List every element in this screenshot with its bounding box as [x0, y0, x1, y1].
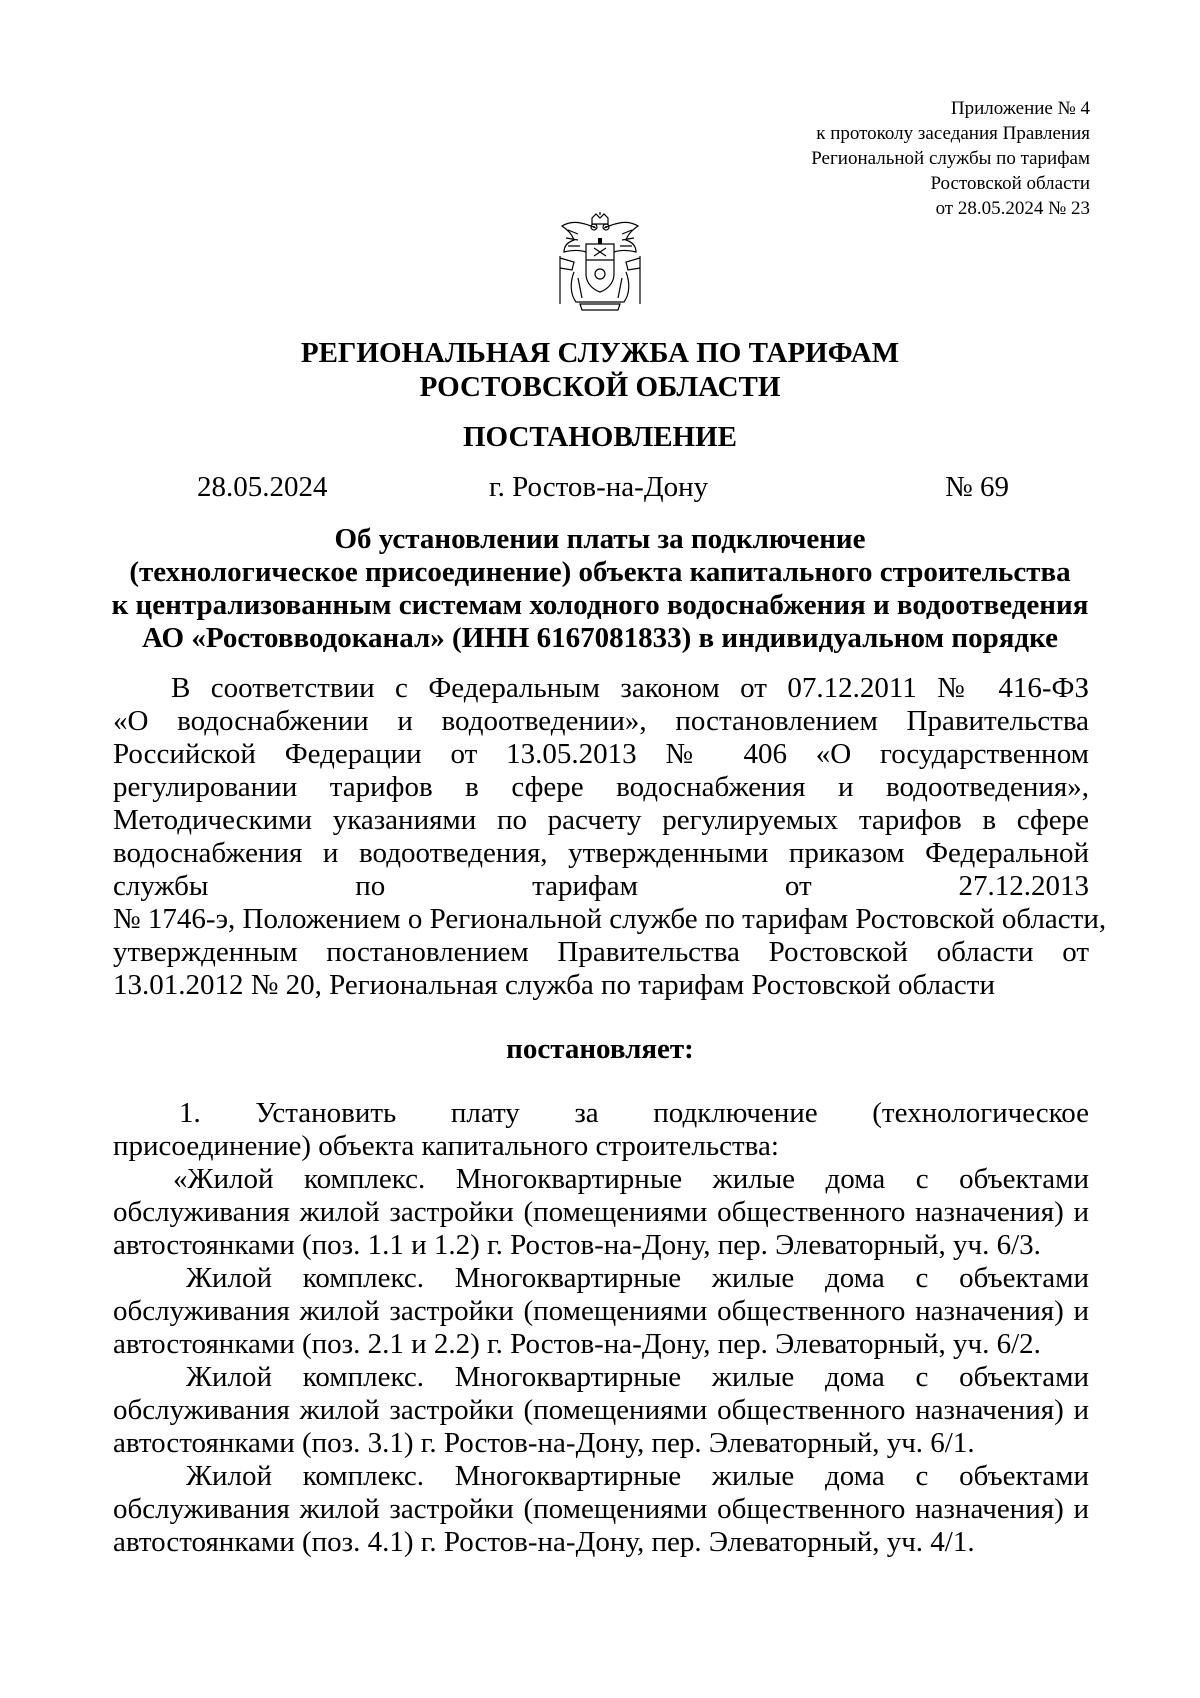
- title-line: АО «Ростовводоканал» (ИНН 6167081833) в индивидуальном порядке: [142, 622, 1058, 654]
- item-line: Жилой комплекс. Многоквартирные жилые дома с объектами: [186, 1262, 1089, 1294]
- attachment-note: [811, 96, 1090, 221]
- item-line: 1. Установить плату за подключение (технологическое: [179, 1097, 1089, 1129]
- preamble-line: утвержденным постановлением Правительства Ростовской области от: [113, 936, 1089, 968]
- preamble-line: регулировании тарифов в сфере водоснабжения и водоотведения»,: [113, 771, 1089, 803]
- title-line: (технологическое присоединение) объекта капитального строительства: [129, 556, 1071, 588]
- preamble-paragraph: [113, 672, 1107, 1002]
- preamble-line: В соответствии с Федеральным законом от 07.12.2011 № 416-ФЗ: [171, 672, 1089, 704]
- item-line: обслуживания жилой застройки (помещениями общественного назначения) и: [113, 1394, 1089, 1426]
- attachment-line: Региональной службы по тарифам: [811, 148, 1090, 169]
- preamble-line: водоснабжения и водоотведения, утвержденными приказом Федеральной: [113, 837, 1089, 869]
- preamble-line: службы по тарифам от 27.12.2013: [113, 870, 1089, 902]
- document-type: ПОСТАНОВЛЕНИЕ: [462, 421, 737, 453]
- organization-name: [0, 336, 1200, 404]
- item-line: Жилой комплекс. Многоквартирные жилые дома с объектами: [186, 1361, 1089, 1393]
- item-line: «Жилой комплекс. Многоквартирные жилые дома с объектами: [173, 1163, 1089, 1195]
- item-line: автостоянками (поз. 1.1 и 1.2) г. Ростов-на-Дону, пер. Элеваторный, уч. 6/3.: [113, 1229, 1041, 1261]
- preamble-line: Методическими указаниями по расчету регулируемых тарифов в сфере: [113, 804, 1089, 836]
- document-number: № 69: [945, 471, 1009, 503]
- preamble-line: «О водоснабжении и водоотведении», постановлением Правительства: [113, 705, 1089, 737]
- document-date: 28.05.2024: [197, 471, 328, 503]
- preamble-line: 13.01.2012 № 20, Региональная служба по тарифам Ростовской области: [113, 969, 995, 1001]
- title-line: к централизованным системам холодного водоснабжения и водоотведения: [111, 589, 1089, 621]
- item-line: Жилой комплекс. Многоквартирные жилые дома с объектами: [186, 1460, 1089, 1492]
- document-title: [100, 523, 1100, 655]
- decides-heading: постановляет:: [506, 1033, 694, 1065]
- item-line: автостоянками (поз. 2.1 и 2.2) г. Ростов-на-Дону, пер. Элеваторный, уч. 6/2.: [113, 1328, 1041, 1360]
- item-line: обслуживания жилой застройки (помещениями общественного назначения) и: [113, 1493, 1089, 1525]
- attachment-line: Приложение № 4: [950, 98, 1090, 119]
- item-line: присоединение) объекта капитального строительства:: [113, 1130, 779, 1162]
- coat-of-arms-icon: [552, 212, 648, 312]
- item-line: автостоянками (поз. 4.1) г. Ростов-на-Дону, пер. Элеваторный, уч. 4/1.: [113, 1526, 975, 1558]
- attachment-line: к протоколу заседания Правления: [816, 123, 1090, 144]
- organization-name-line: РОСТОВСКОЙ ОБЛАСТИ: [419, 371, 781, 403]
- title-line: Об установлении платы за подключение: [334, 523, 866, 555]
- preamble-line: Российской Федерации от 13.05.2013 № 406 «О государственном: [113, 738, 1089, 770]
- attachment-line: от 28.05.2024 № 23: [935, 198, 1090, 219]
- resolution-items: [113, 1097, 1089, 1559]
- item-line: обслуживания жилой застройки (помещениями общественного назначения) и: [113, 1295, 1089, 1327]
- item-line: обслуживания жилой застройки (помещениями общественного назначения) и: [113, 1196, 1089, 1228]
- document-place: г. Ростов-на-Дону: [489, 471, 709, 503]
- organization-name-line: РЕГИОНАЛЬНАЯ СЛУЖБА ПО ТАРИФАМ: [300, 337, 900, 369]
- attachment-line: Ростовской области: [930, 173, 1090, 194]
- item-line: автостоянками (поз. 3.1) г. Ростов-на-Дону, пер. Элеваторный, уч. 6/1.: [113, 1427, 975, 1459]
- preamble-line: № 1746-э, Положением о Региональной службе по тарифам Ростовской области,: [113, 903, 1107, 935]
